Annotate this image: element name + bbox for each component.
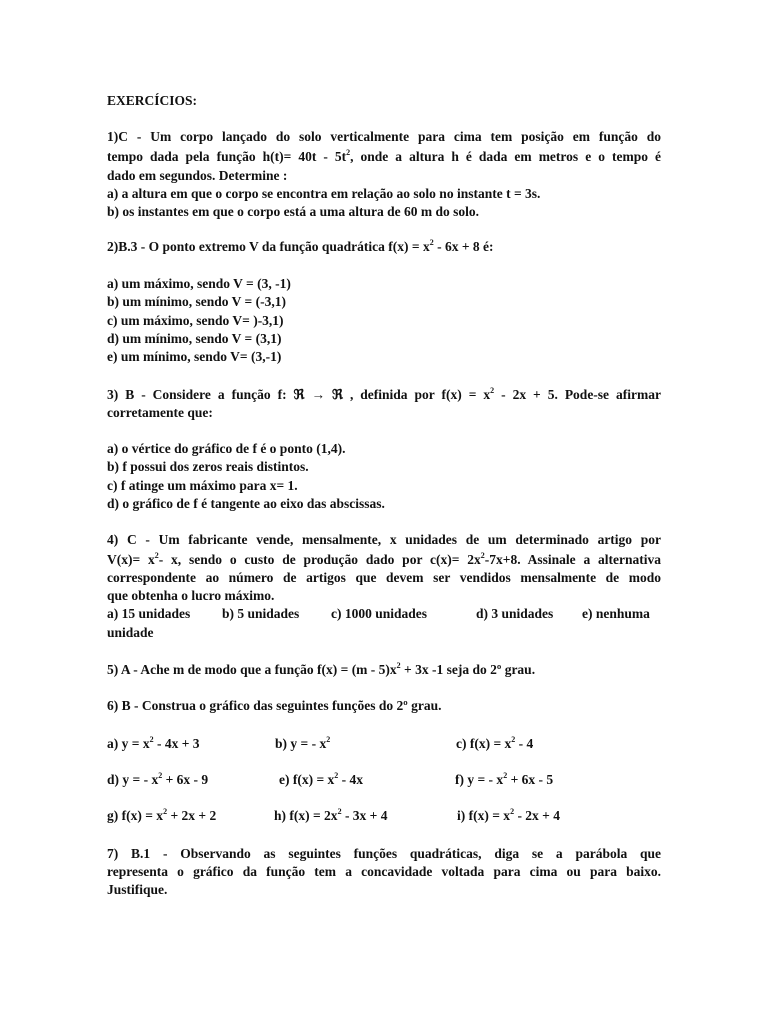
q2-option-d: d) um mínimo, sendo V = (3,1) [107, 331, 282, 346]
q7-line-3: Justifique. [107, 882, 168, 897]
q6-item-f: f) y = - $x^2 + 6x - 5$ [455, 771, 554, 787]
q6-item-h: h) $f(x) = 2x^2 - 3x + 4$ [274, 807, 388, 823]
q1-line-3: dado em segundos. Determine : [107, 168, 288, 183]
q4-option-c: c) 1000 unidades [331, 606, 428, 621]
q3-option-a: a) o vértice do gráfico de f é o ponto (1,4). [107, 441, 346, 456]
q4-option-e: e) nenhuma [582, 606, 650, 621]
q4-line-2: $V(x)= x^2-$ x, sendo o custo de produção dado por $c(x)= 2x^2-7x+8$. Assinale a alternativa [107, 551, 662, 567]
q1-line-1: 1)C - Um corpo lançado do solo verticalmente para cima tem posição em função do [107, 129, 661, 144]
q3-option-b: b) f possui dos zeros reais distintos. [107, 459, 309, 474]
q7-line-2: representa o gráfico da função tem a concavidade voltada para cima ou para baixo. [107, 864, 661, 879]
q6-item-b: b) y = - $x^2$ [275, 735, 331, 751]
q3-option-d: d) o gráfico de f é tangente ao eixo das abscissas. [107, 496, 385, 511]
q2-option-b: b) um mínimo, sendo V = (-3,1) [107, 294, 286, 309]
q6-item-g: g) $f(x) = x^2 + 2x + 2$ [107, 807, 217, 823]
q6-stem: 6) B - Construa o gráfico das seguintes funções do 2º grau. [107, 698, 442, 713]
q4-line-6: unidade [107, 625, 154, 640]
q7-line-1: 7) B.1 - Observando as seguintes funções quadráticas, diga se a parábola que [107, 846, 661, 861]
q6-item-a: a) $y = x^2 - 4x + 3$ [107, 735, 200, 751]
q3-stem-line-2: corretamente que: [107, 405, 213, 420]
q4-line-4: que obtenha o lucro máximo. [107, 588, 275, 603]
q6-item-i: i) $f(x) = x^2 - 2x + 4$ [457, 807, 561, 823]
q6-item-d: d) y = - $x^2 + 6x - 9$ [107, 771, 209, 787]
q1-item-b: b) os instantes em que o corpo está a uma altura de 60 m do solo. [107, 204, 480, 219]
q4-option-a: a) 15 unidades [107, 606, 191, 621]
q4-option-b: b) 5 unidades [222, 606, 300, 621]
q5-stem: 5) A - Ache m de modo que a função $f(x) = (m - 5)x^2 + 3x$ -1 seja do 2º grau. [107, 661, 536, 677]
q2-option-a: a) um máximo, sendo V = (3, -1) [107, 276, 291, 291]
q6-item-c: c) $f(x) = x^2 - 4$ [456, 735, 534, 751]
q1-item-a: a) a altura em que o corpo se encontra em relação ao solo no instante t = 3s. [107, 186, 541, 201]
q3-stem-line-1: 3) B - Considere a função f: ℜ → ℜ , definida por $f(x) = x^2 - 2x + 5$. Pode-se afirmar [107, 386, 662, 402]
q2-option-e: e) um mínimo, sendo V= (3,-1) [107, 349, 282, 364]
page-title: EXERCÍCIOS: [107, 93, 198, 108]
q4-line-3: correspondente ao número de artigos que devem ser vendidos mensalmente de modo [107, 570, 661, 585]
q4-option-d: d) 3 unidades [476, 606, 554, 621]
q2-stem: 2)B.3 - O ponto extremo V da função quadrática $f(x) = x^2 - 6x + 8$ é: [107, 238, 494, 254]
q3-option-c: c) f atinge um máximo para x= 1. [107, 478, 298, 493]
q6-item-e: e) $f(x) = x^2 - 4x$ [279, 771, 364, 787]
q1-line-2: tempo dada pela função $h(t)= 40t - 5t^2$, onde a altura h é dada em metros e o tempo é [107, 148, 661, 164]
q4-line-1: 4) C - Um fabricante vende, mensalmente, x unidades de um determinado artigo por [107, 532, 661, 547]
q2-option-c: c) um máximo, sendo V= )-3,1) [107, 313, 284, 328]
